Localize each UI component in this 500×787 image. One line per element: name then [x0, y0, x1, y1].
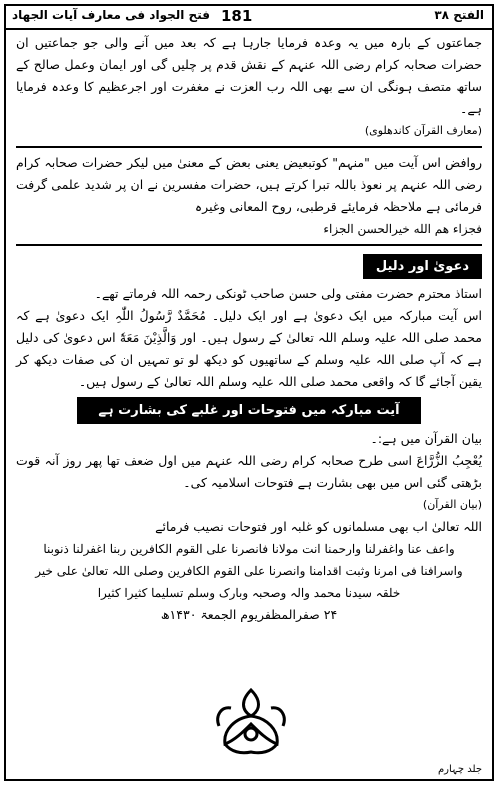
- arabic-prayer: فجزاء هم الله خیرالحسن الجزاء: [323, 222, 482, 236]
- arabic-line-3: خلقہ سیدنا محمد والہ وصحبہ وبارک وسلم تسلیما کثیرا کثیرا: [97, 586, 401, 600]
- reference-1: (معارف القرآن کاندھلوی): [364, 124, 482, 137]
- reference-2: (بیان القرآن): [422, 498, 482, 511]
- surah-reference: الفتح ۳۸: [434, 8, 484, 22]
- calligraphy-ornament-icon: [211, 686, 291, 758]
- divider: [16, 244, 482, 246]
- page-content: [16, 32, 482, 739]
- paragraph-5: يُعْجِبُ الزُّرَّاعَ اسی طرح صحابہ کرام رضی اللہ عنہم میں اول ضعف تھا پھر روز آنہ قوت بڑھتی گئی اس میں بھی بشارت ہے فتوحات اسلامیہ کی۔: [16, 453, 482, 490]
- page-number: 181: [221, 7, 253, 25]
- paragraph-1: جماعتوں کے بارہ میں یہ وعدہ فرمایا جارہا ہے کہ بعد میں آنے والی جو جماعتیں ان حضرات صحابہ کرام رضی اللہ عنہم کے نقش قدم پر چلیں گی اور ایمان وعمل صالح کے ساتھ متصف ہونگی ان سے بھی اللہ رب العزت نے مغفرت اور اجرعظیم کا وعدہ فرمایا ہے۔: [16, 35, 482, 116]
- paragraph-4: اس آیت مبارکہ میں ایک دعویٰ ہے اور ایک دلیل۔ مُحَمَّدٌ رَّسُولُ اللّٰہِ ایک دعویٰ ہے کہ محمد صلی اللہ علیہ وسلم اللہ تعالیٰ کے رسول ہیں۔ اور وَالَّذِيْنَ مَعَهٗٓ اس دعویٰ کی دلیل ہے کہ آپ صلی اللہ علیہ وسلم کے ساتھیوں کو دیکھ لو تو تمہیں ان کی صفات دیکھ کر یقین آجائے گا کہ واقعی محمد صلی اللہ علیہ وسلم اللہ تعالیٰ کے رسول ہیں۔: [16, 308, 482, 389]
- page-frame: [4, 4, 494, 781]
- arabic-line-2: واسرافنا فی امرنا وثبت اقدامنا وانصرنا علی القوم الکافرین وصلی اللہ تعالیٰ علی خیر: [35, 564, 463, 578]
- paragraph-2: روافض اس آیت میں "منہم" کوتبعیض یعنی بعض کے معنیٰ میں لیکر حضرات صحابہ کرام رضی اللہ عنہم پر نعوذ باللہ تبرا کرتے ہیں، حضرات مفسرین نے ان پر شدید علمی گرفت فرمائی ہے ملاحظہ فرمایئے قرطبی، روح المعانی وغیرہ: [16, 155, 482, 214]
- book-title: فتح الجواد فی معارف آیات الجهاد: [12, 8, 210, 22]
- paragraph-6: اللہ تعالیٰ اب بھی مسلمانوں کو غلبہ اور فتوحات نصیب فرمائے: [155, 519, 482, 534]
- section-heading-conquests: آیت مبارکہ میں فتوحات اور غلبے کی بشارت ہے: [77, 397, 420, 424]
- divider: [16, 146, 482, 148]
- date-line: ۲۴ صفرالمظفریوم الجمعۃ ۱۴۳۰ھ: [160, 607, 338, 622]
- paragraph-5-intro: بیان القرآن میں ہے:۔: [370, 431, 482, 446]
- section-heading-claim-proof: دعویٰ اور دلیل: [363, 254, 482, 279]
- arabic-line-1: واعف عنا واغفرلنا وارحمنا انت مولانا فانصرنا علی القوم الکافرین ربنا اغفرلنا ذنوبنا: [43, 542, 455, 556]
- volume-label: جلد چہارم: [437, 764, 482, 775]
- paragraph-3: استاذ محترم حضرت مفتی ولی حسن صاحب ٹونکی رحمہ اللہ فرماتے تھے۔: [94, 286, 482, 301]
- page-header: [6, 6, 492, 30]
